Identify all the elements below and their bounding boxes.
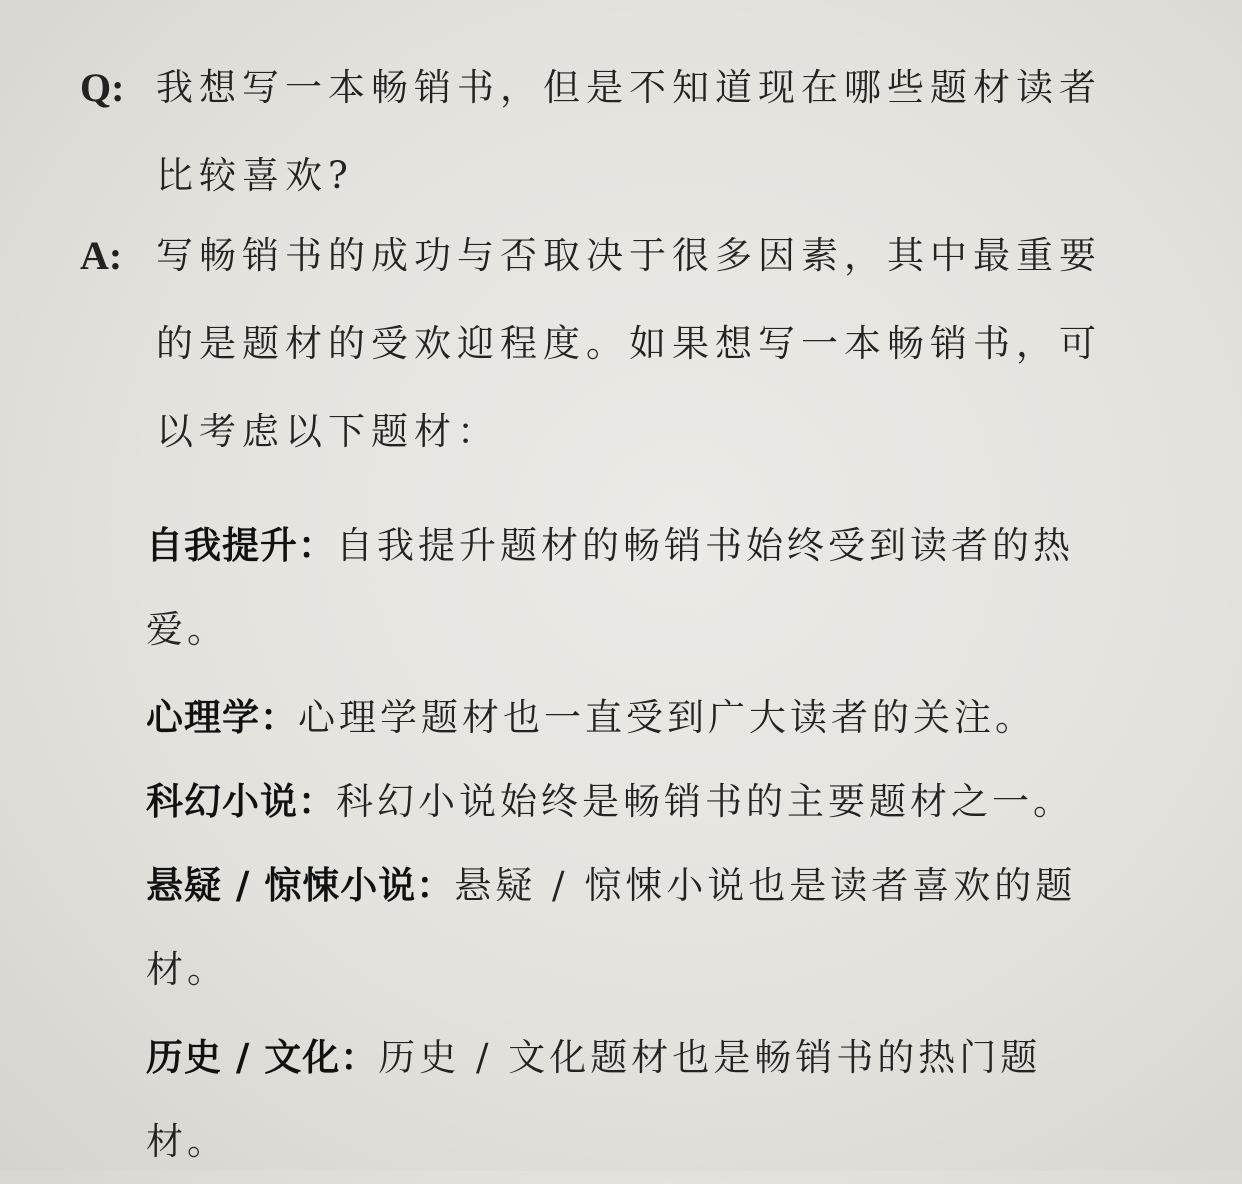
topic-description: 悬疑 / 惊悚小说也是读者喜欢的题材。	[146, 864, 1077, 991]
topic-description: 科幻小说始终是畅销书的主要题材之一。	[336, 780, 1074, 823]
topic-item-history-culture	[146, 1016, 1111, 1184]
topic-item-science-fiction	[146, 760, 1111, 844]
topic-name: 自我提升：	[146, 524, 336, 567]
topic-description: 自我提升题材的畅销书始终受到读者的热爱。	[146, 524, 1074, 651]
topic-item-psychology	[146, 676, 1111, 760]
answer-text: 写畅销书的成功与否取决于很多因素，其中最重要的是题材的受欢迎程度。如果想写一本畅销书，可以考虑以下题材：	[156, 234, 1102, 453]
topic-name: 心理学：	[146, 696, 298, 739]
topic-name: 历史 / 文化：	[146, 1036, 379, 1079]
topic-name: 悬疑 / 惊悚小说：	[146, 864, 455, 907]
answer-label: A:	[80, 233, 123, 278]
topic-name: 科幻小说：	[146, 780, 336, 823]
topic-description: 历史 / 文化题材也是畅销书的热门题材。	[146, 1036, 1042, 1163]
question-text: 我想写一本畅销书，但是不知道现在哪些题材读者比较喜欢?	[156, 66, 1102, 197]
topic-item-suspense-thriller	[146, 844, 1111, 1012]
answer-block	[80, 212, 1110, 476]
question-label: Q:	[80, 65, 125, 110]
topic-item-self-improvement	[146, 504, 1111, 672]
topic-description: 心理学题材也一直受到广大读者的关注。	[298, 696, 1036, 739]
question-block	[80, 44, 1110, 220]
